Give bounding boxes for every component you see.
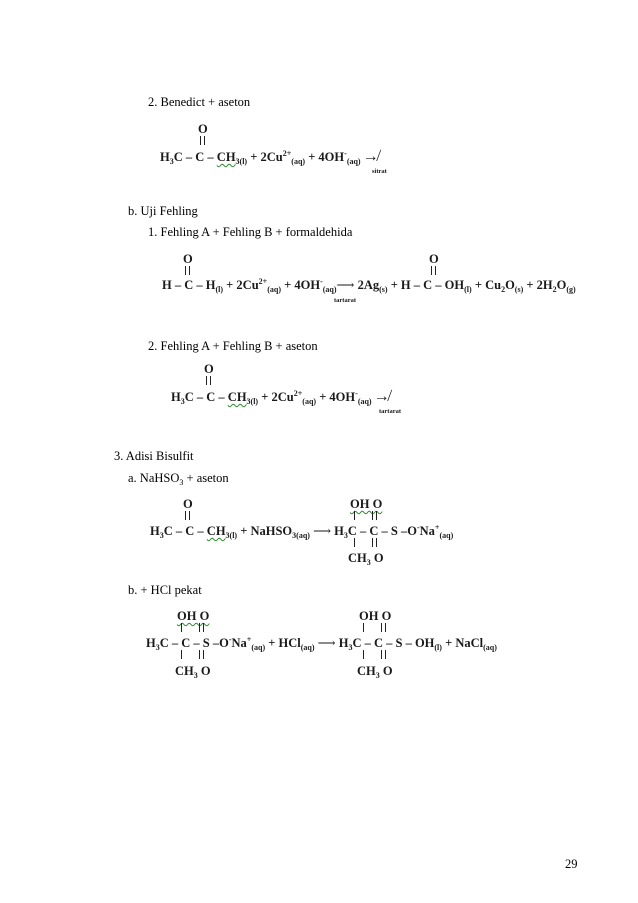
reaction-arrow-icon: ⟶	[309, 524, 335, 538]
single-bond	[354, 538, 355, 547]
no-reaction-arrow-icon: ↛	[362, 148, 379, 165]
eq-sub: (aq)	[267, 285, 281, 294]
eq-text: CH	[216, 150, 236, 164]
double-bond	[185, 511, 190, 520]
eq-sub: 3	[366, 558, 371, 567]
bottom-groups	[348, 551, 384, 567]
eq-sub: (aq)	[302, 397, 317, 406]
eq-sub: (aq)	[357, 397, 372, 406]
eq-sup: -	[416, 523, 420, 532]
single-bond	[354, 511, 355, 520]
equation-benedict-aseton	[160, 122, 400, 182]
eq-text: 2Ag	[354, 278, 380, 292]
eq-sub: (aq)	[322, 285, 337, 294]
carbonyl-oxygen: O	[198, 122, 208, 136]
eq-text: + 2Cu	[258, 390, 294, 404]
eq-sup: +	[434, 523, 440, 532]
double-bond	[372, 511, 377, 520]
eq-text: C – C – S –O	[159, 636, 229, 650]
eq-text: CH	[227, 390, 247, 404]
double-bond	[200, 136, 205, 145]
eq-text: C – C –	[184, 390, 228, 404]
eq-sub: (s)	[379, 285, 388, 294]
equation-line	[171, 388, 390, 406]
double-bond	[199, 623, 204, 632]
carbonyl-oxygen-left: O	[183, 252, 193, 266]
double-bond	[381, 623, 386, 632]
eq-sup: -	[344, 149, 347, 158]
equation-line	[162, 277, 576, 294]
page-number: 29	[565, 857, 578, 871]
eq-text: + 2Cu	[247, 150, 283, 164]
double-bond	[372, 538, 377, 547]
eq-sub: 3	[375, 671, 380, 680]
double-bond-left	[185, 266, 190, 275]
eq-sub: 3	[343, 531, 348, 540]
nahso3-sub: 3	[179, 478, 184, 487]
carbonyl-oxygen-right: O	[429, 252, 439, 266]
single-bond	[181, 623, 182, 632]
eq-sup: 2+	[293, 389, 303, 398]
top-groups-left	[177, 609, 209, 624]
equation-bisulfit-aseton	[150, 497, 454, 567]
eq-text: + 2H	[523, 278, 553, 292]
eq-text: H	[160, 150, 170, 164]
eq-text: + 4OH	[305, 150, 345, 164]
double-bond	[381, 650, 386, 659]
top-groups	[350, 497, 382, 512]
equation-fehling-formaldehida	[162, 252, 576, 312]
eq-sub: (aq)	[439, 531, 454, 540]
catalyst-note: tartarat	[379, 408, 402, 415]
equation-line	[150, 523, 453, 540]
oh-o-groups: OH O	[350, 497, 383, 511]
eq-text: + NaHSO	[237, 524, 293, 538]
eq-sup: +	[246, 635, 252, 644]
eq-text: CH	[206, 524, 226, 538]
single-bond	[181, 650, 182, 659]
eq-text: + HCl	[265, 636, 301, 650]
eq-sub: (aq)	[300, 643, 315, 652]
eq-text: Na	[231, 636, 247, 650]
eq-sub: (aq)	[346, 157, 361, 166]
equation-hcl-pekat	[146, 609, 506, 681]
top-groups-right: OH O	[359, 609, 392, 623]
eq-sub: (g)	[566, 285, 576, 294]
eq-text: O	[556, 278, 567, 292]
eq-text: H	[146, 636, 156, 650]
eq-sub: 3	[159, 531, 164, 540]
eq-text: H	[334, 524, 344, 538]
bottom-groups-right	[357, 664, 393, 680]
item-fehling-aseton: 2. Fehling A + Fehling B + aseton	[148, 339, 318, 353]
single-bond	[363, 650, 364, 659]
catalyst-note: tartarat	[334, 297, 357, 304]
equation-line	[160, 148, 379, 166]
item-adisi-bisulfit: 3. Adisi Bisulfit	[114, 449, 194, 463]
eq-text: C – C – S – OH	[352, 636, 435, 650]
eq-sup: -	[228, 635, 232, 644]
eq-sub: 2	[501, 285, 506, 294]
eq-text: + H – C – OH	[387, 278, 465, 292]
single-bond	[363, 623, 364, 632]
eq-sub: 3(aq)	[292, 531, 310, 540]
eq-sup: 2+	[258, 277, 268, 286]
eq-text: + 4OH	[316, 390, 356, 404]
eq-text: + 4OH	[281, 278, 321, 292]
item-hcl-pekat: b. + HCl pekat	[128, 583, 202, 597]
nahso3-label: a. NaHSO	[128, 471, 180, 485]
eq-sub: 3	[180, 397, 185, 406]
eq-text: O	[379, 664, 393, 678]
eq-text: H	[171, 390, 181, 404]
oh-o-groups-left: OH O	[177, 609, 210, 623]
eq-sub: 2	[552, 285, 557, 294]
item-uji-fehling: b. Uji Fehling	[128, 204, 198, 218]
eq-sup: -	[320, 277, 323, 286]
eq-sub: (l)	[434, 643, 442, 652]
eq-sub: (l)	[464, 285, 472, 294]
eq-text: Na	[419, 524, 435, 538]
eq-text: C – C – S –O	[347, 524, 417, 538]
double-bond-right	[431, 266, 436, 275]
eq-text: C – C –	[173, 150, 217, 164]
no-reaction-arrow-icon: ↛	[373, 388, 390, 405]
eq-text: CH	[348, 551, 367, 565]
eq-text: H	[338, 636, 349, 650]
eq-text: + Cu	[471, 278, 502, 292]
reaction-arrow-icon: ⟶	[314, 636, 339, 650]
bottom-groups-left	[175, 664, 211, 680]
eq-text: O	[197, 664, 211, 678]
eq-sub: (s)	[514, 285, 524, 294]
reaction-arrow-icon: ⟶	[336, 278, 355, 292]
catalyst-note: sitrat	[372, 168, 387, 175]
eq-text: CH	[175, 664, 194, 678]
double-bond	[206, 376, 211, 385]
eq-sub: 3	[155, 643, 160, 652]
eq-sub: (l)	[215, 285, 224, 294]
eq-sup: -	[355, 389, 358, 398]
carbonyl-oxygen: O	[204, 362, 214, 376]
eq-sub: 3	[348, 643, 353, 652]
eq-text: O	[505, 278, 515, 292]
item-benedict-aseton: 2. Benedict + aseton	[148, 95, 251, 109]
eq-text: H – C – H	[162, 278, 216, 292]
eq-text: H	[150, 524, 160, 538]
eq-sup: 2+	[282, 149, 292, 158]
nahso3-rest: + aseton	[183, 471, 229, 485]
eq-text: + NaCl	[441, 636, 484, 650]
eq-sub: 3	[193, 671, 198, 680]
eq-text: C – C –	[163, 524, 207, 538]
carbonyl-oxygen: O	[183, 497, 193, 511]
eq-sub: (aq)	[291, 157, 306, 166]
equation-fehling-aseton	[171, 362, 411, 422]
eq-sub: (aq)	[483, 643, 497, 652]
eq-sub: 3	[169, 157, 174, 166]
eq-sub: 3(l)	[246, 397, 259, 406]
eq-sub: 3(l)	[235, 157, 248, 166]
item-fehling-formaldehida: 1. Fehling A + Fehling B + formaldehida	[148, 225, 353, 239]
double-bond	[199, 650, 204, 659]
eq-text: O	[370, 551, 384, 565]
eq-text: CH	[357, 664, 376, 678]
eq-text: + 2Cu	[223, 278, 259, 292]
item-nahso3-aseton	[128, 472, 229, 487]
eq-sub: 3(l)	[225, 531, 238, 540]
eq-sub: (aq)	[251, 643, 266, 652]
